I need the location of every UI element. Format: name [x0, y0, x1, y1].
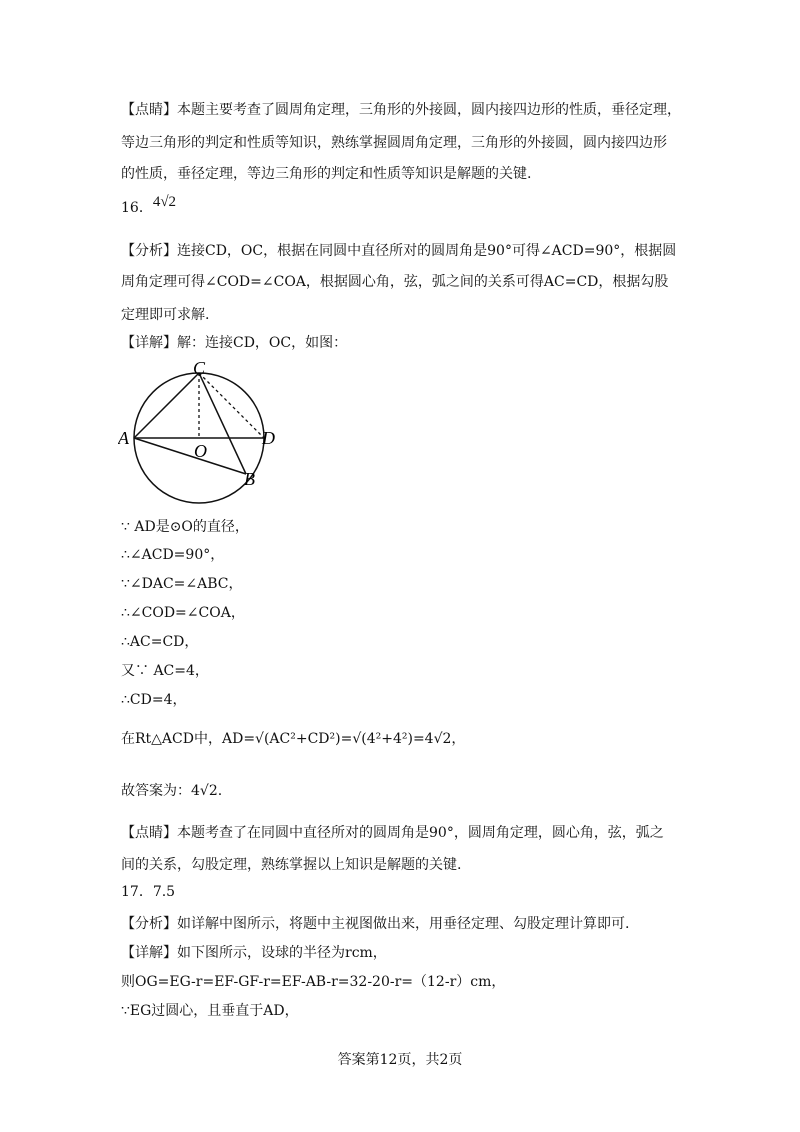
label-C: C — [193, 360, 206, 378]
label-O: O — [194, 441, 207, 461]
q16-number-answer — [121, 194, 177, 218]
label-D: D — [262, 428, 275, 448]
step-2: ∴∠ACD=90°， — [121, 547, 225, 563]
q16-answer: 4√2 — [152, 194, 177, 210]
q16-analysis-3: 定理即可求解. — [121, 307, 210, 323]
q16-detail-intro: 【详解】解：连接CD，OC，如图： — [121, 335, 348, 351]
label-B: B — [244, 469, 255, 489]
circle-figure — [118, 360, 288, 510]
step-1: ∵ AD是⊙O的直径， — [121, 519, 249, 535]
q16-number: 16． — [121, 200, 153, 216]
q16-analysis-1: 【分析】连接CD，OC，根据在同圆中直径所对的圆周角是90°可得∠ACD=90°，根据圆 — [121, 243, 677, 259]
step-3: ∵∠DAC=∠ABC， — [121, 576, 243, 592]
comment-line-3: 的性质，垂径定理，等边三角形的判定和性质等知识是解题的关键. — [121, 166, 532, 182]
step-5: ∴AC=CD， — [121, 634, 199, 650]
page-footer: 答案第12页，共2页 — [337, 1052, 463, 1068]
q16-conclusion: 故答案为：4√2. — [121, 783, 223, 799]
step-4: ∴∠COD=∠COA， — [121, 605, 245, 621]
label-A: A — [118, 428, 129, 448]
q16-comment-2: 间的关系，勾股定理，熟练掌握以上知识是解题的关键. — [121, 857, 462, 873]
segment-CD — [199, 373, 264, 438]
q17-detail-2: 则OG=EG-r=EF-GF-r=EF-AB-r=32-20-r=（12-r）cm， — [121, 974, 506, 990]
q17-detail-1: 【详解】如下图所示，设球的半径为rcm， — [121, 945, 387, 961]
q17-detail-3: ∵EG过圆心，且垂直于AD， — [121, 1003, 299, 1019]
step-7: ∴CD=4， — [121, 692, 187, 708]
q17-analysis: 【分析】如详解中图所示，将题中主视图做出来，用垂径定理、勾股定理计算即可. — [121, 916, 630, 932]
step-6: 又∵ AC=4， — [121, 663, 209, 679]
q17-number-answer: 17．7.5 — [121, 884, 176, 900]
comment-line-1: 【点睛】本题主要考查了圆周角定理，三角形的外接圆，圆内接四边形的性质，垂径定理， — [121, 102, 681, 118]
step-8: 在Rt△ACD中，AD=√(AC²+CD²)=√(4²+4²)=4√2， — [121, 731, 466, 747]
chord-AC — [134, 373, 199, 438]
q16-comment-1: 【点睛】本题考查了在同圆中直径所对的圆周角是90°，圆周角定理，圆心角，弦，弧之 — [121, 825, 664, 841]
comment-line-2: 等边三角形的判定和性质等知识，熟练掌握圆周角定理，三角形的外接圆，圆内接四边形 — [121, 135, 667, 151]
q16-analysis-2: 周角定理可得∠COD=∠COA，根据圆心角，弦，弧之间的关系可得AC=CD，根据勾股 — [121, 274, 669, 290]
chord-AB — [134, 438, 246, 474]
